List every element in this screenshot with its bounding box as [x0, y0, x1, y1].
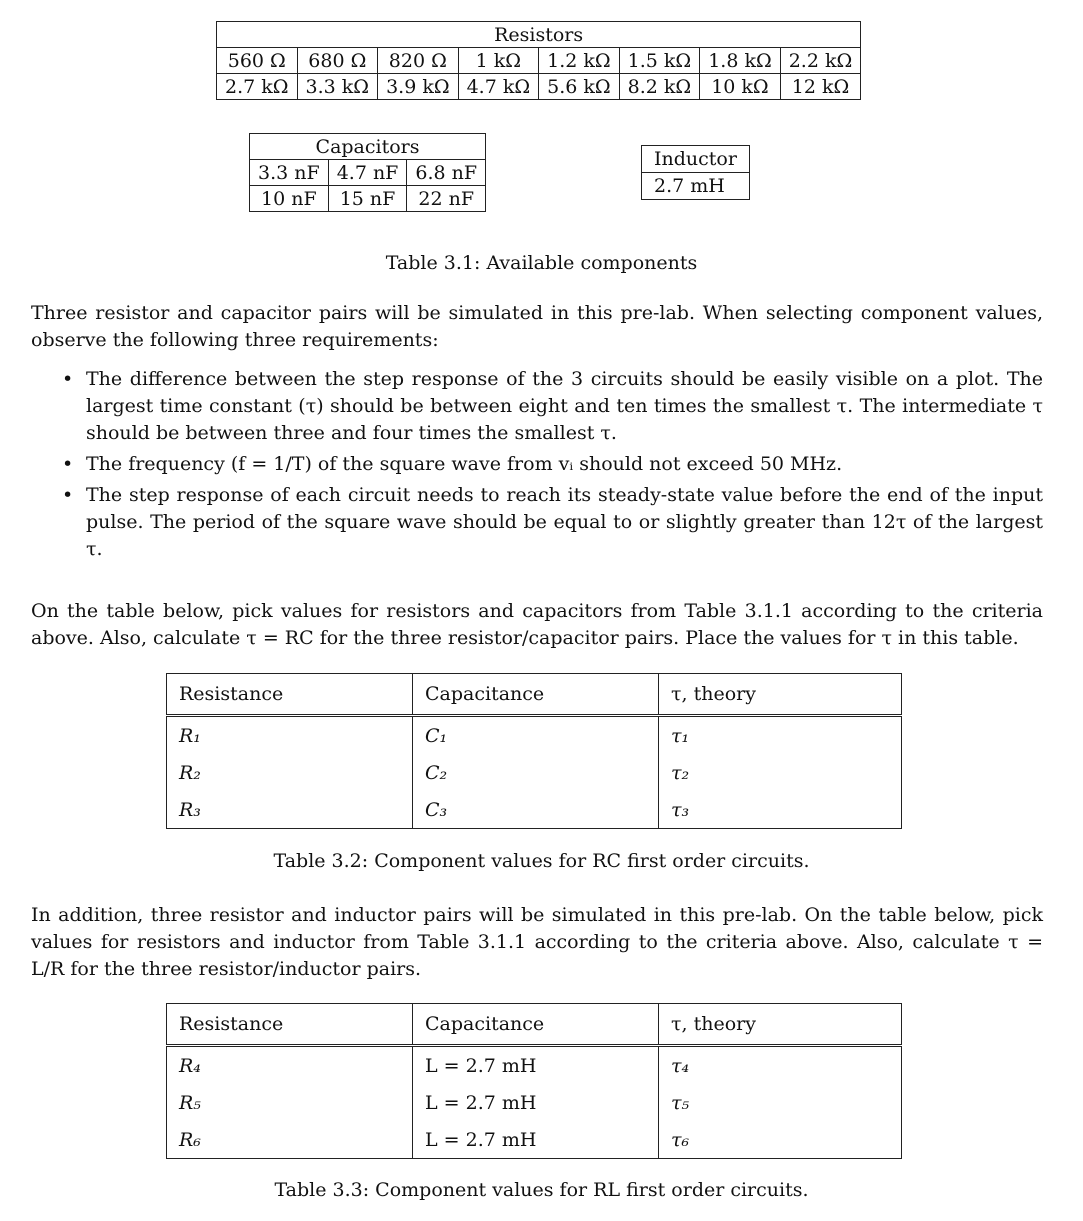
table-cell: R₆ — [167, 1121, 413, 1159]
rl-component-table — [166, 1003, 902, 1159]
table-row — [167, 791, 902, 829]
table-cell: 10 nF — [250, 186, 329, 212]
table-row — [167, 754, 902, 791]
table-cell: L = 2.7 mH — [413, 1046, 659, 1085]
table-cell: 820 Ω — [378, 48, 459, 74]
table-cell: 1.8 kΩ — [700, 48, 781, 74]
column-header: Capacitance — [413, 674, 659, 716]
bullet-icon: • — [62, 484, 74, 506]
inductor-table-title: Inductor — [642, 146, 750, 173]
table-cell: 560 Ω — [217, 48, 298, 74]
rc-component-table — [166, 673, 902, 829]
table-row — [217, 74, 861, 100]
resistors-table — [216, 21, 861, 100]
table-cell: L = 2.7 mH — [413, 1121, 659, 1159]
table-cell: 1 kΩ — [458, 48, 539, 74]
table-cell: 15 nF — [328, 186, 407, 212]
bullet-icon: • — [62, 368, 74, 390]
table-row — [217, 48, 861, 74]
table-cell: 22 nF — [407, 186, 486, 212]
table-cell: 12 kΩ — [780, 74, 861, 100]
table-row — [167, 1084, 902, 1121]
table-row — [167, 716, 902, 755]
table-cell: L = 2.7 mH — [413, 1084, 659, 1121]
table-3-3-caption: Table 3.3: Component values for RL first order circuits. — [274, 1179, 809, 1201]
table-cell: τ₁ — [671, 724, 690, 747]
table-cell: 680 Ω — [297, 48, 378, 74]
resistors-table-title: Resistors — [217, 22, 861, 48]
table-3-1-caption: Table 3.1: Available components — [385, 252, 698, 274]
table-cell: C₂ — [413, 754, 659, 791]
requirements-list — [62, 366, 1043, 567]
table-row — [167, 1121, 902, 1159]
table-header-row — [167, 1004, 902, 1046]
table-row — [250, 186, 486, 212]
table-cell: 6.8 nF — [407, 160, 486, 186]
table-3-2-caption: Table 3.2: Component values for RC first order circuits. — [273, 850, 810, 872]
table-cell: τ₃ — [671, 798, 690, 821]
table-row — [250, 160, 486, 186]
intro-paragraph: Three resistor and capacitor pairs will be simulated in this pre-lab. When selecting component values, observe the following three requirements: — [31, 302, 1043, 351]
column-header: τ, theory — [659, 674, 902, 716]
bullet-icon: • — [62, 453, 74, 475]
table-header-row — [167, 674, 902, 716]
table-cell: 4.7 nF — [328, 160, 407, 186]
table-cell: C₁ — [413, 716, 659, 755]
list-item: • The frequency (f = 1/T) of the square wave from vᵢ should not exceed 50 MHz. — [62, 451, 1043, 478]
table-cell: 8.2 kΩ — [619, 74, 700, 100]
table-cell: τ₆ — [671, 1128, 690, 1151]
table-cell: τ₄ — [671, 1054, 690, 1077]
rl-paragraph: In addition, three resistor and inductor pairs will be simulated in this pre-lab. On the table below, pick values for resistors and inductor from Table 3.1.1 according to the criteria above. Also, calculate τ = L/R for the three resistor/inductor pairs. — [31, 904, 1043, 980]
table-cell: 10 kΩ — [700, 74, 781, 100]
table-cell: 5.6 kΩ — [539, 74, 620, 100]
table-cell: 2.7 kΩ — [217, 74, 298, 100]
table-row — [167, 1046, 902, 1085]
capacitors-table-title: Capacitors — [250, 134, 486, 160]
table-cell: 1.5 kΩ — [619, 48, 700, 74]
table-cell: 4.7 kΩ — [458, 74, 539, 100]
list-item: • The difference between the step response of the 3 circuits should be easily visible on a plot. The largest time constant (τ) should be between eight and ten times the smallest τ. The intermediate τ should be between three and four times the smallest τ. — [62, 368, 1043, 444]
table-cell: τ₅ — [671, 1091, 690, 1114]
inductor-table — [641, 145, 750, 200]
table-cell: R₄ — [167, 1046, 413, 1085]
table-cell: C₃ — [413, 791, 659, 829]
column-header: Resistance — [167, 674, 413, 716]
table-cell: 2.2 kΩ — [780, 48, 861, 74]
table-cell: R₂ — [167, 754, 413, 791]
list-item: • The step response of each circuit needs to reach its steady-state value before the end of the input pulse. The period of the square wave should be equal to or slightly greater than 12τ of the largest τ. — [62, 484, 1043, 560]
column-header: Capacitance — [413, 1004, 659, 1046]
inductor-value: 2.7 mH — [642, 173, 750, 200]
table-cell: 3.3 kΩ — [297, 74, 378, 100]
table-cell: R₃ — [167, 791, 413, 829]
table-cell: τ₂ — [671, 761, 690, 784]
column-header: Resistance — [167, 1004, 413, 1046]
table-cell: 3.3 nF — [250, 160, 329, 186]
table-cell: R₁ — [167, 716, 413, 755]
table-cell: R₅ — [167, 1084, 413, 1121]
table-cell: 1.2 kΩ — [539, 48, 620, 74]
table-cell: 3.9 kΩ — [378, 74, 459, 100]
rc-paragraph: On the table below, pick values for resistors and capacitors from Table 3.1.1 according to the criteria above. Also, calculate τ = RC for the three resistor/capacitor pairs. Place the values for τ in this table. — [31, 600, 1043, 649]
column-header: τ, theory — [659, 1004, 902, 1046]
capacitors-table — [249, 133, 486, 212]
